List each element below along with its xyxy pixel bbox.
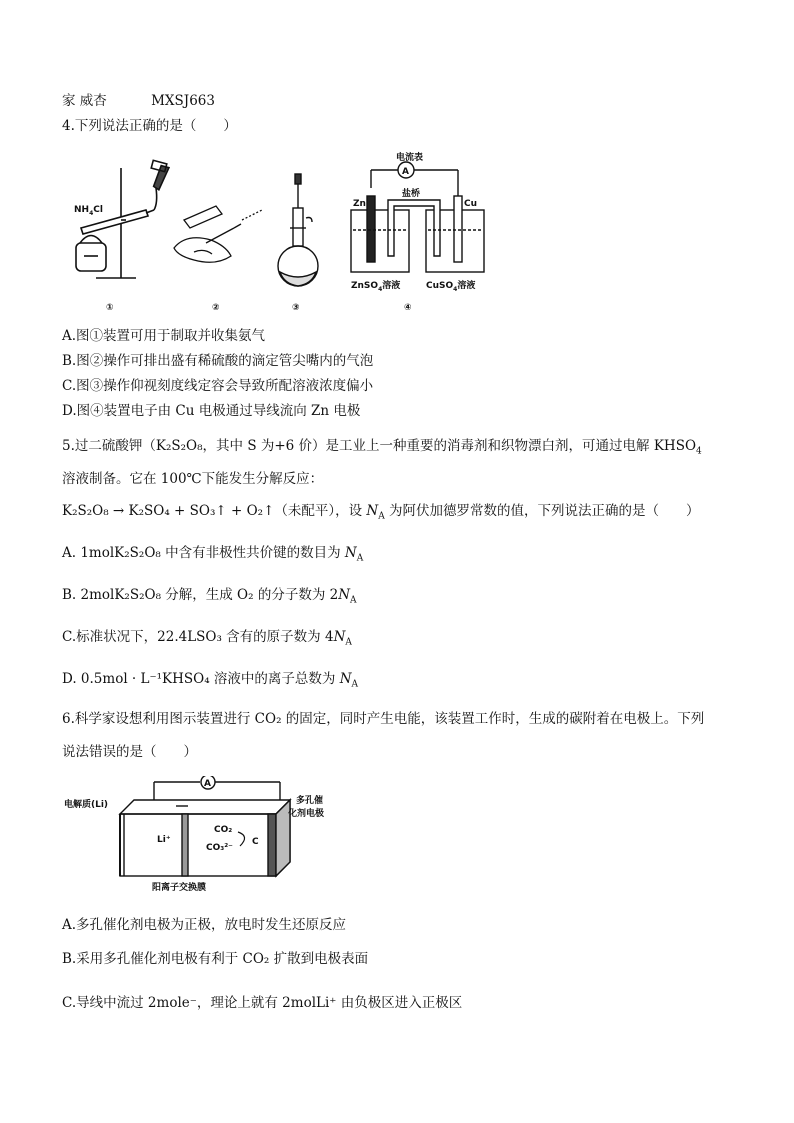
na-sub: A	[378, 511, 385, 522]
q5-option-b: B. 2molK₂S₂O₈ 分解，生成 O₂ 的分子数为 $2N_A$	[62, 587, 357, 606]
q4-option-a: A.图①装置可用于制取并收集氨气	[62, 328, 266, 344]
q6-option-b: B.采用多孔催化剂电极有利于 CO₂ 扩散到电极表面	[62, 951, 369, 967]
fig2-burette-operation	[174, 206, 262, 262]
header-code: MXSJ663	[151, 93, 215, 109]
fig4-zn-label: Zn	[353, 199, 366, 209]
q6-ammeter-symbol: A	[204, 779, 211, 789]
header-left: 家 威杏	[62, 93, 107, 109]
ammeter-symbol: A	[402, 167, 409, 177]
q5-option-d: D. 0.5mol · L⁻¹KHSO₄ 溶液中的离子总数为 $N_A$	[62, 671, 358, 690]
q5-sub-4: 4	[696, 446, 702, 457]
q6-cell	[120, 776, 290, 876]
q6-figure	[62, 776, 362, 894]
q5-option-c: C.标准状况下，22.4LSO₃ 含有的原子数为 $4N_A$	[62, 629, 352, 648]
q4-option-c: C.图③操作仰视刻度线定容会导致所配溶液浓度偏小	[62, 378, 374, 394]
fig-number-1: ①	[106, 303, 114, 313]
fig1-nh4cl-label: $NH_4Cl$	[74, 205, 103, 217]
fig-number-2: ②	[212, 303, 220, 313]
q6-c-label: C	[252, 837, 259, 847]
q4-option-b: B.图②操作可排出盛有稀硫酸的滴定管尖嘴内的气泡	[62, 353, 374, 369]
fig-number-4: ④	[404, 303, 412, 313]
q6-line1: 6.科学家设想利用图示装置进行 CO₂ 的固定，同时产生电能，该装置工作时，生成的碳附着在电极上。下列	[62, 711, 705, 727]
fig1-heating-apparatus	[76, 160, 169, 278]
figure-numbers	[106, 303, 412, 313]
q4-option-d: D.图④装置电子由 Cu 电极通过导线流向 Zn 电极	[62, 403, 361, 419]
q5-line2: 溶液制备。它在 100℃下能发生分解反应：	[62, 471, 324, 487]
fig3-volumetric-flask	[278, 174, 318, 286]
q4-figure	[66, 148, 486, 318]
q5-equation-line	[62, 502, 700, 520]
q6-curved-arrow	[238, 832, 245, 846]
fig-number-3: ③	[292, 303, 300, 313]
q6-co2-label: CO₂	[214, 825, 233, 835]
fig4-galvanic-cell	[351, 162, 484, 272]
q5-formula: K₂S₂O₈	[155, 438, 203, 454]
q5-eq-tail2: 为阿伏加德罗常数的值，下列说法正确的是（ ）	[384, 503, 700, 519]
fig4-meter-label: 电流表	[396, 153, 424, 163]
header-line	[62, 92, 215, 110]
q5-line1-part-a: 5.过二硫酸钾（	[62, 438, 156, 454]
fig4-cuso4-label: CuSO$_4$溶液	[426, 281, 476, 293]
fig4-cu-label: Cu	[464, 199, 478, 209]
q6-anode-label: 电解质(Li)	[64, 800, 109, 810]
q5-option-a: A. 1molK₂S₂O₈ 中含有非极性共价键的数目为 $N_A$	[62, 545, 364, 564]
fig4-znso4-label: ZnSO$_4$溶液	[351, 281, 401, 293]
q5-line1	[62, 437, 702, 455]
q6-line2: 说法错误的是（ ）	[62, 744, 197, 760]
q5-eq-tail: （未配平），设	[274, 503, 367, 519]
q6-membrane-label: 阳离子交换膜	[152, 883, 207, 893]
na-symbol: N	[366, 503, 379, 519]
q6-cathode-label-2: 化剂电极	[288, 809, 325, 819]
q6-option-a: A.多孔催化剂电极为正极，放电时发生还原反应	[62, 917, 347, 933]
q6-li-label: Li⁺	[157, 835, 171, 845]
q6-option-c: C.导线中流过 2mole⁻，理论上就有 2molLi⁺ 由负极区进入正极区	[62, 995, 463, 1011]
fig4-bridge-label: 盐桥	[402, 189, 421, 199]
q5-equation: K₂S₂O₈ → K₂SO₄ + SO₃↑ + O₂↑	[62, 503, 275, 519]
q6-co3-label: CO₃²⁻	[206, 843, 233, 853]
q6-cathode-label-1: 多孔催	[296, 796, 324, 806]
q4-stem: 4.下列说法正确的是（ ）	[62, 118, 237, 134]
q5-line1-part-b: ，其中 S 为+6 价）是工业上一种重要的消毒剂和织物漂白剂，可通过电解 KHSO	[202, 438, 697, 454]
